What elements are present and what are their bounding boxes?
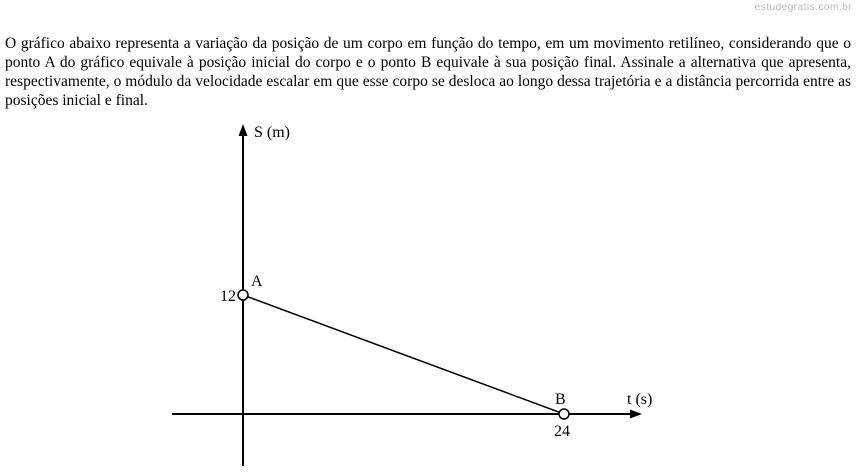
point-a-label: A [251, 273, 263, 290]
y-tick-label-12: 12 [220, 288, 236, 305]
y-axis-arrow [239, 124, 248, 136]
x-axis-arrow [630, 410, 642, 419]
question-text: O gráfico abaixo representa a variação da posição de um corpo em função do tempo, em um movimento retilíneo, considerando que o ponto A do gráfico equivale à posição inicial do corpo e o ponto B equivale à sua posição final. Assinale a alternativa que apresenta, respectivamente, o módulo da velocidade escalar em que esse corpo se desloca ao longo dessa trajetória e a distância percorrida entre as posições inicial e final. [5, 35, 851, 109]
series-line [243, 295, 564, 414]
point-b-marker [559, 409, 569, 419]
x-axis-label: t (s) [627, 391, 653, 408]
x-tick-label-24: 24 [554, 423, 570, 440]
watermark: estudegratis.com.br [754, 2, 852, 13]
y-axis-label: S (m) [254, 124, 290, 141]
point-b-label: B [555, 391, 566, 408]
point-a-marker [238, 290, 248, 300]
